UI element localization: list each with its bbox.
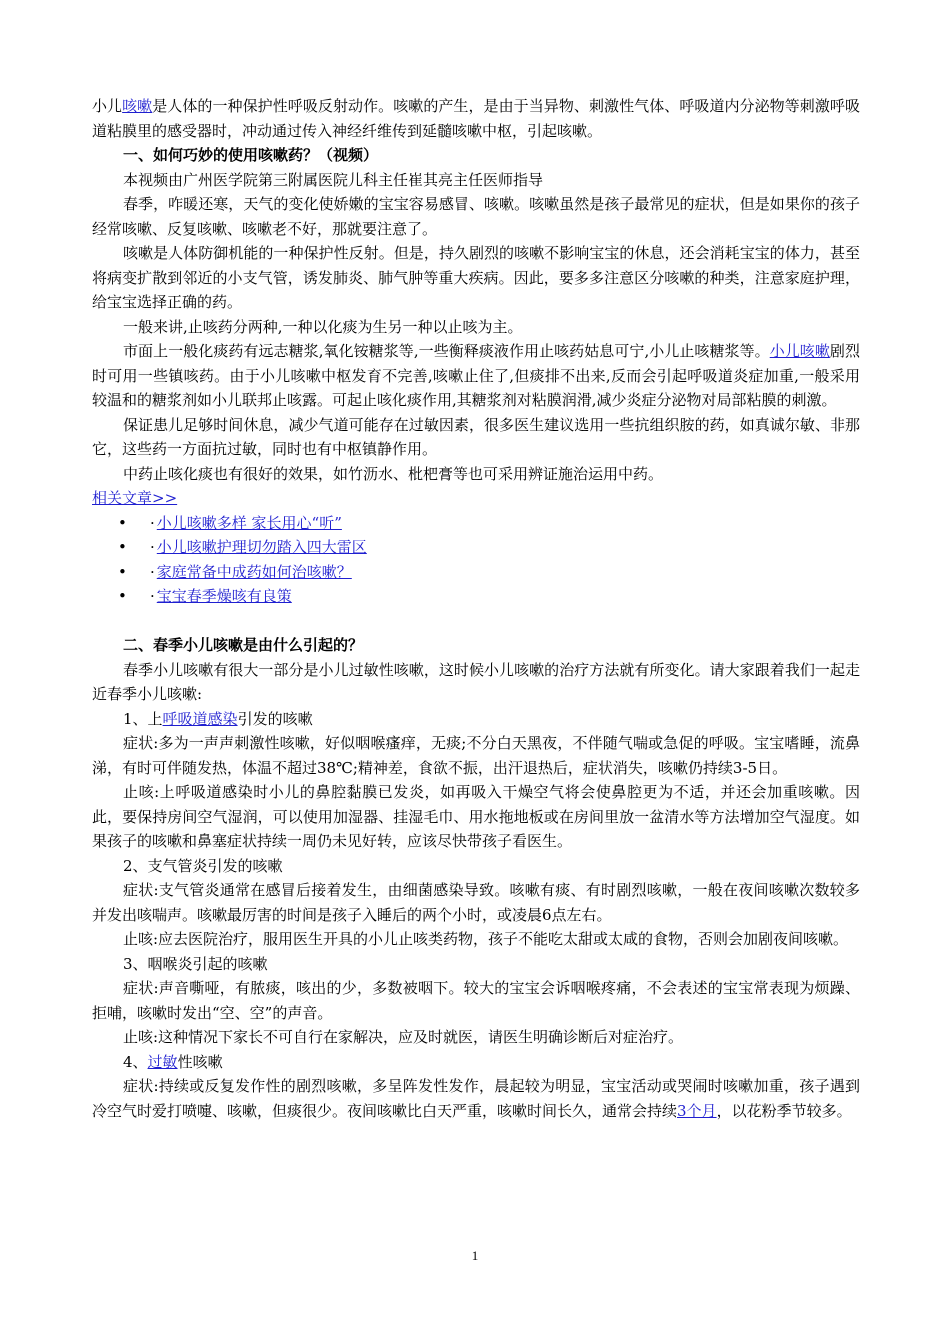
title-text: 1、上 — [123, 709, 163, 728]
page-number: 1 — [471, 1248, 479, 1263]
related-articles-list — [92, 511, 860, 609]
title-text: 性咳嗽 — [177, 1052, 223, 1071]
cause-1-treatment: 止咳:上呼吸道感染时小儿的鼻腔黏膜已发炎，如再吸入干燥空气将会使鼻腔更为不适，并还会加重咳嗽。因此，要保持房间空气湿润，可以使用加湿器、挂湿毛巾、用水拖地板或在房间里放一盆清水等方法增加空气湿度。如果孩子的咳嗽和鼻塞症状持续一周仍未见好转，应该尽快带孩子看医生。 — [92, 783, 860, 850]
section1-paragraph: 中药止咳化痰也有很好的效果，如竹沥水、枇杷膏等也可采用辨证施治运用中药。 — [123, 464, 664, 483]
related-article-link[interactable]: 小儿咳嗽护理切勿踏入四大雷区 — [156, 538, 367, 556]
title-text: 引发的咳嗽 — [237, 709, 313, 728]
dot-icon: · — [150, 538, 155, 556]
section1-paragraph — [92, 339, 860, 413]
intro-text: 是人体的一种保护性呼吸反射动作。咳嗽的产生，是由于当异物、刺激性气体、呼吸道内分泌物等刺激呼吸道粘膜里的感受器时，冲动通过传入神经纤维传到延髓咳嗽中枢，引起咳嗽。 — [92, 97, 860, 140]
bullet-icon: • — [118, 513, 127, 532]
paragraph-text: ，以花粉季节较多。 — [716, 1101, 852, 1120]
child-cough-link[interactable]: 小儿咳嗽 — [769, 342, 830, 360]
section1-paragraph: 一般来讲,止咳药分两种,一种以化痰为生另一种以止咳为主。 — [123, 317, 523, 336]
section1-paragraph: 本视频由广州医学院第三附属医院儿科主任崔其亮主任医师指导 — [123, 170, 544, 189]
section2-heading: 二、春季小儿咳嗽是由什么引起的？ — [123, 636, 364, 654]
related-articles-heading — [92, 486, 860, 511]
paragraph-text: 剧烈时可用一些镇咳药。由于小儿咳嗽中枢发育不完善,咳嗽止住了,但痰排不出来,反而会引起呼吸道炎症加重,一般采用较温和的糖浆剂如小儿联邦止咳露。可起止咳化痰作用,其糖浆剂对粘膜润滑,减少炎症分泌物对局部粘膜的刺激。 — [92, 342, 860, 409]
cause-2-title: 2、支气管炎引发的咳嗽 — [123, 856, 283, 875]
bullet-icon: • — [118, 538, 127, 556]
section1-paragraph: 保证患儿足够时间休息，减少气道可能存在过敏因素，很多医生建议选用一些抗组织胺的药，如真诚尔敏、非那它，这些药一方面抗过敏，同时也有中枢镇静作用。 — [92, 415, 860, 458]
cough-link[interactable]: 咳嗽 — [122, 97, 153, 115]
cause-3-symptom: 症状:声音嘶哑，有脓痰，咳出的少，多数被咽下。较大的宝宝会诉咽喉疼痛，不会表述的宝宝常表现为烦躁、拒哺，咳嗽时发出“空、空”的声音。 — [92, 979, 860, 1022]
cause-1-title — [92, 707, 860, 732]
intro-paragraph — [92, 94, 860, 143]
cause-4-symptom — [92, 1074, 860, 1123]
related-article-link[interactable]: 宝宝春季燥咳有良策 — [156, 587, 292, 605]
cause-2-treatment: 止咳:应去医院治疗，服用医生开具的小儿止咳类药物，孩子不能吃太甜或太咸的食物，否则会加剧夜间咳嗽。 — [123, 930, 849, 948]
bullet-icon: • — [118, 562, 127, 581]
dot-icon: · — [150, 587, 155, 605]
document-body — [92, 94, 860, 1123]
three-months-link[interactable]: 3个月 — [677, 1101, 717, 1120]
paragraph-text: 症状:持续或反复发作性的剧烈咳嗽，多呈阵发性发作，晨起较为明显，宝宝活动或哭闹时咳嗽加重，孩子遇到冷空气时爱打喷嚏、咳嗽，但痰很少。夜间咳嗽比白天严重，咳嗽时间长久，通常会持续 — [92, 1077, 860, 1120]
allergy-link[interactable]: 过敏 — [147, 1052, 178, 1071]
related-article-link[interactable]: 小儿咳嗽多样 家长用心“听” — [156, 513, 342, 532]
related-article-link[interactable]: 家庭常备中成药如何治咳嗽？ — [156, 562, 352, 581]
title-text: 4、 — [123, 1052, 148, 1071]
section2-paragraph: 春季小儿咳嗽有很大一部分是小儿过敏性咳嗽，这时候小儿咳嗽的治疗方法就有所变化。请大家跟着我们一起走近春季小儿咳嗽: — [92, 660, 860, 703]
section1-heading: 一、如何巧妙的使用咳嗽药？（视频） — [123, 146, 379, 164]
cause-1-symptom: 症状:多为一声声刺激性咳嗽，好似咽喉瘙痒，无痰;不分白天黑夜，不伴随气喘或急促的呼吸。宝宝嗜睡，流鼻涕，有时可伴随发热，体温不超过38℃;精神差，食欲不振，出汗退热后，症状消失，咳嗽仍持续3-5日。 — [92, 734, 860, 777]
list-item — [92, 535, 860, 560]
cause-3-treatment: 止咳:这种情况下家长不可自行在家解决，应及时就医，请医生明确诊断后对症治疗。 — [123, 1028, 684, 1046]
dot-icon: · — [150, 562, 155, 581]
cause-3-title: 3、咽喉炎引起的咳嗽 — [123, 954, 268, 973]
section1-paragraph: 春季，咋暖还寒，天气的变化使娇嫩的宝宝容易感冒、咳嗽。咳嗽虽然是孩子最常见的症状，但是如果你的孩子经常咳嗽、反复咳嗽、咳嗽老不好，那就要注意了。 — [92, 195, 860, 238]
related-articles-link[interactable]: 相关文章>> — [92, 489, 178, 507]
list-item — [92, 584, 860, 609]
spacer — [92, 609, 860, 634]
intro-text: 小儿 — [92, 97, 123, 115]
respiratory-infection-link[interactable]: 呼吸道感染 — [162, 709, 238, 728]
cause-4-title — [92, 1050, 860, 1075]
paragraph-text: 市面上一般化痰药有远志糖浆,氧化铵糖浆等,一些衡释痰液作用止咳药姑息可宁,小儿止咳糖浆等。 — [123, 342, 770, 360]
bullet-icon: • — [118, 587, 127, 605]
list-item — [92, 511, 860, 536]
list-item — [92, 560, 860, 585]
dot-icon: · — [150, 513, 155, 532]
section1-paragraph: 咳嗽是人体防御机能的一种保护性反射。但是，持久剧烈的咳嗽不影响宝宝的休息，还会消耗宝宝的体力，甚至将病变扩散到邻近的小支气管，诱发肺炎、肺气肿等重大疾病。因此，要多多注意区分咳嗽的种类，注意家庭护理，给宝宝选择正确的药。 — [92, 244, 860, 311]
cause-2-symptom: 症状:支气管炎通常在感冒后接着发生，由细菌感染导致。咳嗽有痰、有时剧烈咳嗽，一般在夜间咳嗽次数较多并发出咳喘声。咳嗽最厉害的时间是孩子入睡后的两个小时，或凌晨6点左右。 — [92, 881, 860, 924]
